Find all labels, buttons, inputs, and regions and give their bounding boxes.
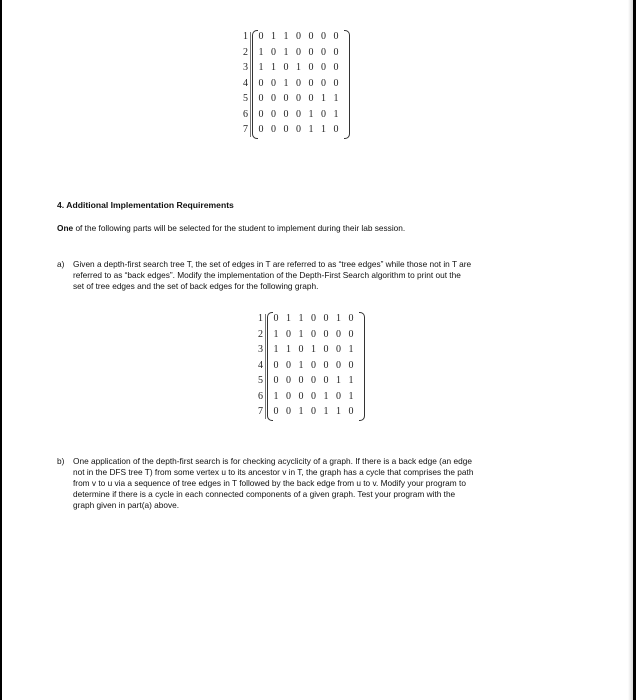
matrix2-cell: 0 <box>348 359 354 371</box>
matrix1-cell: 0 <box>258 93 264 104</box>
matrix2-cell: 1 <box>336 313 341 324</box>
adjacency-matrix-2 <box>255 312 395 442</box>
matrix1-cell: 1 <box>283 31 289 42</box>
matrix1-cell: 1 <box>333 93 339 104</box>
matrix1-cell: 1 <box>271 62 276 73</box>
matrix1-row <box>240 123 380 137</box>
matrix2-cell: 0 <box>323 359 329 371</box>
matrix1-cell: 0 <box>321 46 326 58</box>
matrix2-cell: 0 <box>311 390 316 402</box>
matrix1-cell: 0 <box>271 77 276 89</box>
matrix2-row <box>255 328 395 342</box>
matrix2-cell: 0 <box>336 390 341 402</box>
matrix2-cell: 0 <box>348 328 354 340</box>
matrix2-cell: 1 <box>298 313 304 324</box>
matrix2-cell: 1 <box>336 375 341 386</box>
matrix1-cell: 0 <box>333 46 339 58</box>
matrix2-row-label: 2 <box>258 328 263 340</box>
matrix2-cell: 1 <box>323 406 329 417</box>
matrix1-cell: 0 <box>321 77 326 89</box>
matrix1-row-label: 3 <box>243 62 248 73</box>
matrix2-row <box>255 390 395 404</box>
matrix1-right-bracket <box>344 30 350 139</box>
intro-bold-word: One <box>57 223 74 233</box>
matrix1-cell: 1 <box>321 124 326 135</box>
part-a-paragraph <box>73 259 578 292</box>
section-4-heading: 4. Additional Implementation Requirements <box>57 200 234 210</box>
matrix1-cell: 1 <box>308 108 314 120</box>
matrix2-row-label: 1 <box>258 313 263 324</box>
matrix2-cell: 0 <box>323 375 329 386</box>
section-4-intro <box>57 223 405 234</box>
part-b-line-2: not in the DFS tree T) from some vertex u to its ancestor v in T, the graph has a cycle that comprises the path <box>73 467 474 477</box>
matrix2-row-label: 6 <box>258 390 263 402</box>
matrix1-cell: 1 <box>258 46 264 58</box>
matrix2-cell: 0 <box>336 359 341 371</box>
matrix2-left-bracket <box>267 312 273 421</box>
matrix1-cell: 0 <box>296 31 301 42</box>
matrix1-cell: 0 <box>333 77 339 89</box>
matrix1-cell: 0 <box>258 124 264 135</box>
matrix2-cell: 0 <box>298 375 304 386</box>
matrix1-cell: 0 <box>321 108 326 120</box>
matrix2-cell: 1 <box>273 328 279 340</box>
matrix1-row-label: 6 <box>243 108 248 120</box>
page-left-edge <box>0 0 2 700</box>
matrix2-cell: 0 <box>286 359 291 371</box>
matrix1-cell: 0 <box>283 62 289 73</box>
matrix1-cell: 1 <box>283 77 289 89</box>
matrix2-cell: 0 <box>311 375 316 386</box>
matrix2-cell: 1 <box>298 328 304 340</box>
matrix1-cell: 0 <box>333 31 339 42</box>
matrix1-cell: 0 <box>308 93 314 104</box>
matrix1-row <box>240 46 380 60</box>
matrix2-cell: 0 <box>323 328 329 340</box>
matrix1-cell: 0 <box>296 124 301 135</box>
matrix1-cell: 1 <box>283 46 289 58</box>
matrix2-row <box>255 405 395 419</box>
matrix2-right-bracket <box>359 312 365 421</box>
matrix1-cell: 0 <box>308 31 314 42</box>
matrix2-cell: 0 <box>298 344 304 355</box>
matrix1-cell: 0 <box>321 62 326 73</box>
part-a-line-2: referred to as “back edges”. Modify the implementation of the Depth-First Search algorithm to print out the <box>73 270 461 280</box>
part-b-label: b) <box>57 456 65 466</box>
matrix2-cell: 1 <box>298 359 304 371</box>
matrix2-cell: 0 <box>273 406 279 417</box>
matrix1-row-label: 2 <box>243 46 248 58</box>
matrix1-cell: 0 <box>258 31 264 42</box>
matrix1-cell: 0 <box>271 124 276 135</box>
part-b-line-3: from v to u via a sequence of tree edges in T followed by the back edge from u to v. Modify your program to <box>73 478 466 488</box>
matrix2-row <box>255 374 395 388</box>
matrix1-cell: 0 <box>296 77 301 89</box>
matrix2-cell: 1 <box>273 344 279 355</box>
matrix2-cell: 0 <box>323 313 329 324</box>
matrix2-cell: 0 <box>286 390 291 402</box>
matrix1-left-bracket <box>252 30 258 139</box>
matrix2-cell: 1 <box>286 344 291 355</box>
matrix2-cell: 0 <box>323 344 329 355</box>
part-b-paragraph <box>73 456 578 511</box>
matrix1-row <box>240 92 380 106</box>
matrix2-cell: 0 <box>311 406 316 417</box>
matrix1-cell: 0 <box>283 108 289 120</box>
matrix2-row-label: 4 <box>258 359 263 371</box>
matrix1-cell: 0 <box>283 124 289 135</box>
matrix2-cell: 1 <box>298 406 304 417</box>
matrix1-cell: 0 <box>258 108 264 120</box>
part-b-line-5: graph given in part(a) above. <box>73 500 180 510</box>
matrix1-row-label: 5 <box>243 93 248 104</box>
matrix1-cell: 0 <box>333 124 339 135</box>
matrix2-cell: 0 <box>286 375 291 386</box>
matrix2-cell: 0 <box>348 406 354 417</box>
matrix2-row-label: 3 <box>258 344 263 355</box>
matrix1-cell: 1 <box>258 62 264 73</box>
matrix1-row <box>240 30 380 44</box>
matrix1-cell: 0 <box>271 93 276 104</box>
matrix1-cell: 0 <box>333 62 339 73</box>
intro-text: of the following parts will be selected for the student to implement during their lab session. <box>73 223 406 233</box>
matrix1-cell: 0 <box>271 108 276 120</box>
part-b-line-4: determine if there is a cycle in each connected components of a given graph. Test your program with the <box>73 489 456 499</box>
matrix1-row-label: 7 <box>243 124 248 135</box>
matrix2-row <box>255 312 395 326</box>
part-a-label: a) <box>57 259 65 269</box>
matrix2-cell: 0 <box>298 390 304 402</box>
matrix2-cell: 1 <box>336 406 341 417</box>
matrix2-cell: 1 <box>348 375 354 386</box>
matrix2-cell: 0 <box>273 359 279 371</box>
matrix1-row <box>240 77 380 91</box>
matrix2-cell: 0 <box>311 328 316 340</box>
matrix1-cell: 1 <box>296 62 301 73</box>
matrix1-cell: 0 <box>283 93 289 104</box>
matrix2-row-label: 7 <box>258 406 263 417</box>
matrix1-cell: 1 <box>333 108 339 120</box>
matrix1-cell: 1 <box>308 124 314 135</box>
matrix1-cell: 1 <box>321 93 326 104</box>
matrix1-cell: 0 <box>308 77 314 89</box>
matrix1-cell: 0 <box>321 31 326 42</box>
matrix2-cell: 1 <box>273 390 279 402</box>
matrix1-row <box>240 61 380 75</box>
matrix1-cell: 0 <box>296 46 301 58</box>
matrix2-cell: 0 <box>311 313 316 324</box>
matrix1-cell: 0 <box>296 93 301 104</box>
matrix2-cell: 0 <box>286 328 291 340</box>
matrix2-cell: 0 <box>336 328 341 340</box>
part-a-line-3: set of tree edges and the set of back edges for the following graph. <box>73 281 319 291</box>
part-b-line-1: One application of the depth-first search is for checking acyclicity of a graph. If there is a back edge (an edge <box>73 456 472 466</box>
matrix1-cell: 0 <box>308 46 314 58</box>
part-a-line-1: Given a depth-first search tree T, the set of edges in T are referred to as “tree edges” while those not in T are <box>73 259 472 269</box>
matrix2-cell: 0 <box>348 313 354 324</box>
matrix2-cell: 0 <box>311 359 316 371</box>
matrix2-cell: 1 <box>348 390 354 402</box>
matrix1-label-separator <box>250 32 251 137</box>
matrix2-cell: 1 <box>348 344 354 355</box>
adjacency-matrix-1 <box>240 30 380 160</box>
matrix2-cell: 0 <box>273 313 279 324</box>
matrix2-row-label: 5 <box>258 375 263 386</box>
matrix1-cell: 0 <box>258 77 264 89</box>
matrix2-row <box>255 343 395 357</box>
matrix2-cell: 0 <box>286 406 291 417</box>
matrix2-label-separator <box>265 314 266 419</box>
matrix1-row <box>240 108 380 122</box>
matrix1-row-label: 1 <box>243 31 248 42</box>
matrix2-cell: 1 <box>286 313 291 324</box>
matrix2-cell: 1 <box>323 390 329 402</box>
matrix2-row <box>255 359 395 373</box>
matrix1-cell: 1 <box>271 31 276 42</box>
matrix1-cell: 0 <box>271 46 276 58</box>
matrix1-cell: 0 <box>308 62 314 73</box>
matrix1-cell: 0 <box>296 108 301 120</box>
matrix1-row-label: 4 <box>243 77 248 89</box>
matrix2-cell: 0 <box>336 344 341 355</box>
matrix2-cell: 1 <box>311 344 316 355</box>
matrix2-cell: 0 <box>273 375 279 386</box>
